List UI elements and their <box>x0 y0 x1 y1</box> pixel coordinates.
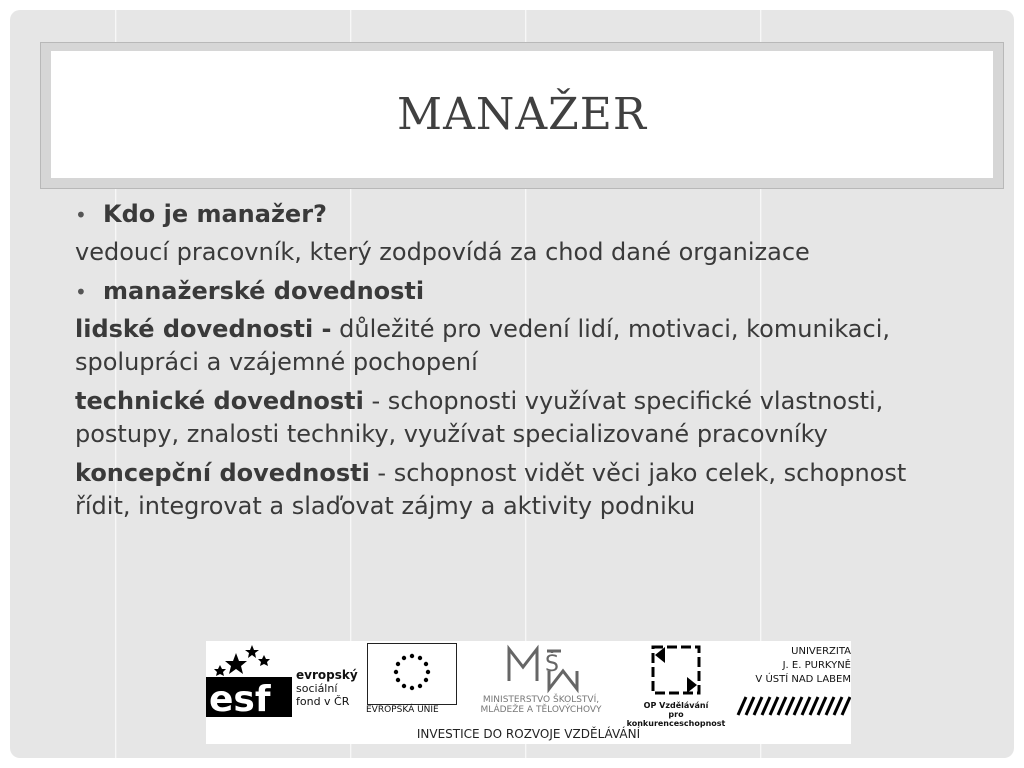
eu-flag-icon <box>367 643 457 705</box>
esf-line: sociální <box>296 682 338 695</box>
skill-paragraph-conceptual <box>75 457 955 523</box>
bullet-question <box>75 198 955 232</box>
skill-term: technické dovednosti <box>75 387 364 415</box>
skill-description: - schopnost vidět věci jako celek, schopnost řídit, integrovat a slaďovat zájmy a aktivity podniku <box>75 459 907 520</box>
bullet-dot-icon: • <box>75 280 87 304</box>
ujep-line: J. E. PURKYNĚ <box>782 660 851 671</box>
op-line: pro konkurenceschopnost <box>626 710 726 728</box>
ujep-line: UNIVERZITA <box>791 646 851 657</box>
esf-logo <box>206 641 362 721</box>
slide-content <box>75 198 955 529</box>
skills-heading: manažerské dovednosti <box>103 277 425 305</box>
ujep-line: V ÚSTÍ NAD LABEM <box>755 674 851 685</box>
svg-text:esf: esf <box>209 679 271 720</box>
msmt-line: MLÁDEŽE A TĚLOVÝCHOVY <box>480 705 602 715</box>
msmt-line: MINISTERSTVO ŠKOLSTVÍ, <box>482 695 600 705</box>
ujep-logo <box>736 643 851 719</box>
answer-paragraph: vedoucí pracovník, který zodpovídá za chod dané organizace <box>75 238 810 266</box>
op-mark-icon <box>621 641 731 701</box>
eu-stars-icon <box>368 644 456 704</box>
ujep-stripes-icon <box>736 695 851 717</box>
question-text: Kdo je manažer? <box>103 200 327 228</box>
msmt-label <box>461 695 621 715</box>
funding-logos-strip <box>206 641 851 744</box>
msmt-logo <box>461 641 621 721</box>
skill-term: koncepční dovednosti <box>75 459 370 487</box>
bullet-dot-icon: • <box>75 203 87 227</box>
op-logo <box>621 641 731 728</box>
esf-label <box>296 669 358 708</box>
msmt-mark-icon <box>461 641 621 695</box>
eu-logo <box>366 643 458 715</box>
esf-line: evropský <box>296 668 358 682</box>
op-label <box>621 701 731 728</box>
svg-text:Š: Š <box>545 652 559 677</box>
title-box <box>51 51 993 178</box>
bullet-skills <box>75 275 955 309</box>
skill-paragraph-human <box>75 313 955 379</box>
skill-description: - schopnosti využívat specifické vlastnosti, postupy, znalosti techniky, využívat specializované pracovníky <box>75 387 884 448</box>
title-frame <box>40 42 1004 189</box>
esf-mark-icon <box>206 641 296 721</box>
investice-caption: INVESTICE DO ROZVOJE VZDĚLÁVÁNÍ <box>416 727 641 741</box>
slide-title: MANAŽER <box>397 89 647 140</box>
esf-line: fond v ČR <box>296 695 350 708</box>
skill-description: důležité pro vedení lidí, motivaci, komunikaci, spolupráci a vzájemné pochopení <box>75 315 890 376</box>
ujep-label <box>755 645 851 687</box>
skill-term: lidské dovednosti - <box>75 315 332 343</box>
op-line: OP Vzdělávání <box>643 701 709 710</box>
skill-paragraph-technical <box>75 385 955 451</box>
eu-label: EVROPSKÁ UNIE <box>366 705 439 715</box>
